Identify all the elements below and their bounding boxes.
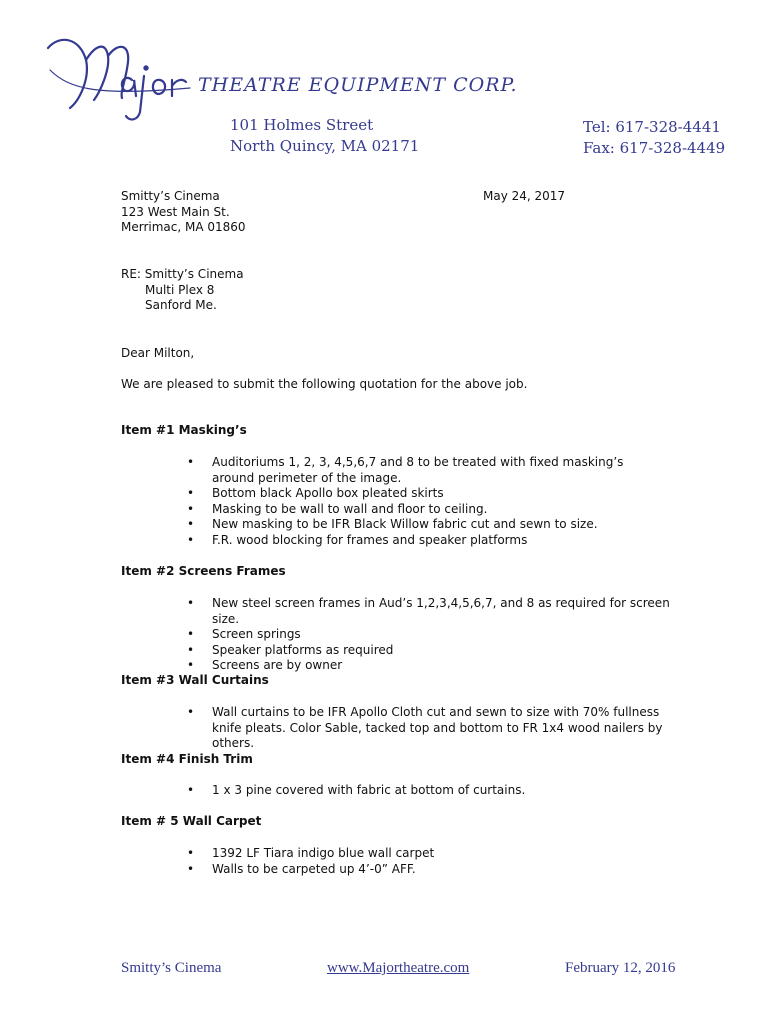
recipient-city: Merrimac, MA 01860 — [121, 220, 246, 234]
list-item: • 1392 LF Tiara indigo blue wall carpet — [187, 846, 647, 862]
major-logo-script — [40, 30, 200, 125]
list-item: • 1 x 3 pine covered with fabric at bottom of curtains. — [187, 783, 647, 799]
address-line-2: North Quincy, MA 02171 — [230, 137, 420, 155]
list-item: • Bottom black Apollo box pleated skirts — [187, 486, 647, 502]
re-line-3: Sanford Me. — [145, 298, 217, 312]
footer-date: February 12, 2016 — [565, 960, 676, 976]
list-item: • New steel screen frames in Aud’s 1,2,3,4,5,6,7, and 8 as required for screen size. — [187, 596, 687, 627]
company-logo — [40, 30, 200, 129]
list-item: • Auditoriums 1, 2, 3, 4,5,6,7 and 8 to be treated with fixed masking’s around perimeter of the image. — [187, 455, 647, 486]
intro-paragraph: We are pleased to submit the following quotation for the above job. — [121, 377, 528, 391]
letter-date: May 24, 2017 — [483, 189, 566, 203]
footer-website-link[interactable]: www.Majortheatre.com — [327, 960, 470, 976]
list-item: • Speaker platforms as required — [187, 643, 687, 659]
bullet-list — [187, 596, 687, 674]
company-address — [230, 115, 419, 157]
list-item: • Walls to be carpeted up 4’-0” AFF. — [187, 862, 647, 878]
list-item: • F.R. wood blocking for frames and speaker platforms — [187, 533, 647, 549]
bullet-list — [187, 455, 647, 548]
bullet-list — [187, 705, 667, 752]
re-line-2: Multi Plex 8 — [145, 282, 215, 297]
list-item: • Screens are by owner — [187, 658, 687, 674]
company-tagline: THEATRE EQUIPMENT CORP. — [198, 74, 518, 96]
list-item: • New masking to be IFR Black Willow fabric cut and sewn to size. — [187, 517, 647, 533]
recipient-name: Smitty’s Cinema — [121, 189, 220, 203]
phone-number: Tel: 617-328-4441 — [583, 118, 721, 136]
section-heading: Item # 5 Wall Carpet — [121, 814, 262, 828]
section-heading: Item #3 Wall Curtains — [121, 673, 269, 687]
list-item: • Wall curtains to be IFR Apollo Cloth cut and sewn to size with 70% fullness knife pleats. Color Sable, tacked top and bottom to FR 1x4 wood nailers by others. — [187, 705, 667, 752]
salutation: Dear Milton, — [121, 346, 195, 360]
company-contact — [583, 117, 725, 159]
re-line: RE: Smitty’s Cinema — [121, 267, 244, 281]
re-block — [121, 267, 244, 314]
footer-left: Smitty’s Cinema — [121, 960, 222, 976]
svg-text:Major: Major — [40, 30, 43, 31]
list-item: • Screen springs — [187, 627, 687, 643]
recipient-address — [121, 189, 246, 236]
bullet-list — [187, 783, 647, 799]
section-heading: Item #4 Finish Trim — [121, 752, 253, 766]
list-item: • Masking to be wall to wall and floor to ceiling. — [187, 502, 647, 518]
bullet-list — [187, 846, 647, 877]
section-heading: Item #2 Screens Frames — [121, 564, 286, 578]
address-line-1: 101 Holmes Street — [230, 116, 374, 134]
recipient-street: 123 West Main St. — [121, 204, 230, 219]
section-heading: Item #1 Masking’s — [121, 423, 247, 437]
fax-number: Fax: 617-328-4449 — [583, 139, 726, 157]
